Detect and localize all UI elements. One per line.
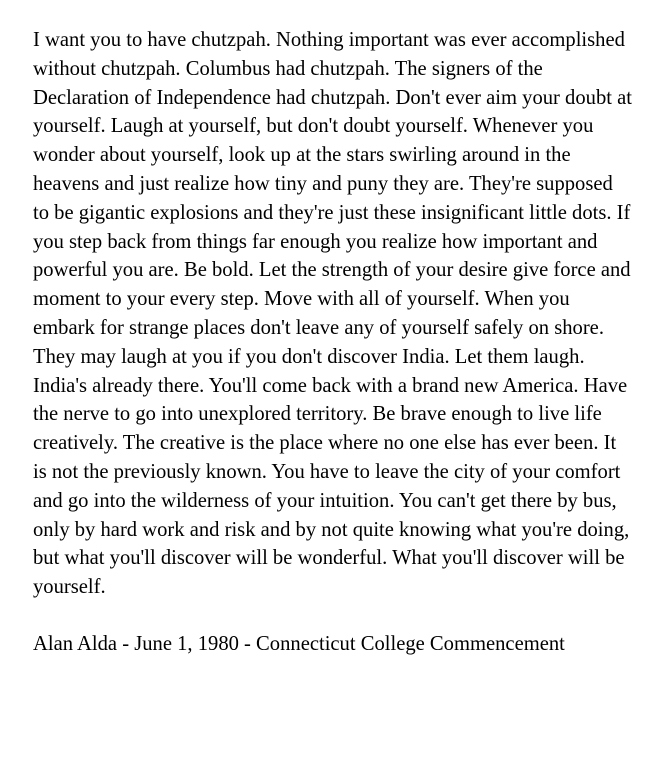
- attribution-line: Alan Alda - June 1, 1980 - Connecticut College Commencement: [33, 632, 565, 655]
- quote-paragraph: I want you to have chutzpah. Nothing important was ever accomplished without chutzpah. Columbus had chutzpah. The signers of the Declaration of Independence had chutzpah. Don't ever aim your doubt at yourself. Laugh at yourself, but don't doubt yourself. Whenever you wonder about yourself, look up at the stars swirling around in the heavens and just realize how tiny and puny they are. They're supposed to be gigantic explosions and they're just these insignificant little dots. If you step back from things far enough you realize how important and powerful you are. Be bold. Let the strength of your desire give force and moment to your every step. Move with all of yourself. When you embark for strange places don't leave any of yourself safely on shore. They may laugh at you if you don't discover India. Let them laugh. India's already there. You'll come back with a brand new America. Have the nerve to go into unexplored territory. Be brave enough to live life creatively. The creative is the place where no one else has ever been. It is not the previously known. You have to leave the city of your comfort and go into the wilderness of your intuition. You can't get there by bus, only by hard work and risk and by not quite knowing what you're doing, but what you'll discover will be wonderful. What you'll discover will be yourself.: [33, 29, 632, 599]
- document-body: [33, 26, 633, 659]
